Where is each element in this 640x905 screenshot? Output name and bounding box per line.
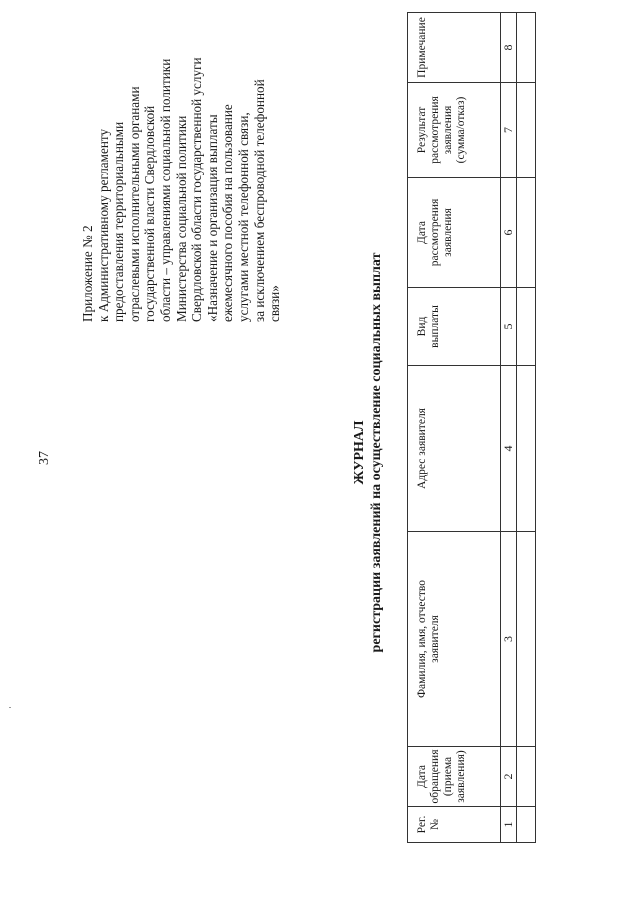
column-number: 5 [501, 288, 517, 366]
appendix-line: ежемесячного пособия на пользование [220, 104, 236, 322]
appendix-line: государственной власти Свердловской [142, 105, 158, 322]
journal-subtitle: регистрации заявлений на осуществление социальных выплат [369, 252, 384, 653]
column-number: 6 [501, 178, 517, 288]
header-date-applied: Дата обращения (приема заявления) [408, 747, 501, 807]
appendix-line: «Назначение и организация выплаты [204, 114, 220, 322]
column-number: 1 [501, 807, 517, 843]
header-address: Адрес заявителя [408, 366, 501, 532]
appendix-line: отраслевыми исполнительными органами [126, 86, 142, 322]
header-note: Примечание [408, 13, 501, 83]
column-number: 7 [501, 83, 517, 178]
appendix-line: Приложение № 2 [80, 225, 95, 322]
journal-title: ЖУРНАЛ [352, 420, 367, 485]
header-date-reviewed: Дата рассмотрения заявления [408, 178, 501, 288]
header-reg-no: Рег. № [408, 807, 501, 843]
appendix-line: связи» [267, 285, 283, 322]
appendix-line: за исключением беспроводной телефонной [251, 79, 267, 322]
appendix-line: Министерства социальной политики [173, 115, 189, 322]
appendix-line: услугами местной телефонной связи, [235, 112, 251, 322]
column-number: 4 [501, 366, 517, 532]
appendix-line: Свердловской области государственной услуги [189, 57, 205, 322]
empty-table-row [517, 13, 536, 843]
appendix-line: области – управлениями социальной политики [157, 58, 173, 322]
page-number: 37 [37, 451, 52, 465]
header-payment-type: Вид выплаты [408, 288, 501, 366]
appendix-line: предоставления территориальными [111, 121, 127, 322]
header-full-name: Фамилия, имя, отчество заявителя [408, 532, 501, 747]
column-number: 8 [501, 13, 517, 83]
register-table [407, 12, 536, 843]
appendix-block [80, 2, 283, 322]
column-number: 3 [501, 532, 517, 747]
appendix-line: к Административному регламенту [95, 128, 111, 322]
header-result: Результат рассмотрения заявления (сумма/отказ) [408, 83, 501, 178]
journal-heading [351, 0, 385, 905]
column-number: 2 [501, 747, 517, 807]
header-row [408, 13, 501, 843]
column-number-row [501, 13, 517, 843]
